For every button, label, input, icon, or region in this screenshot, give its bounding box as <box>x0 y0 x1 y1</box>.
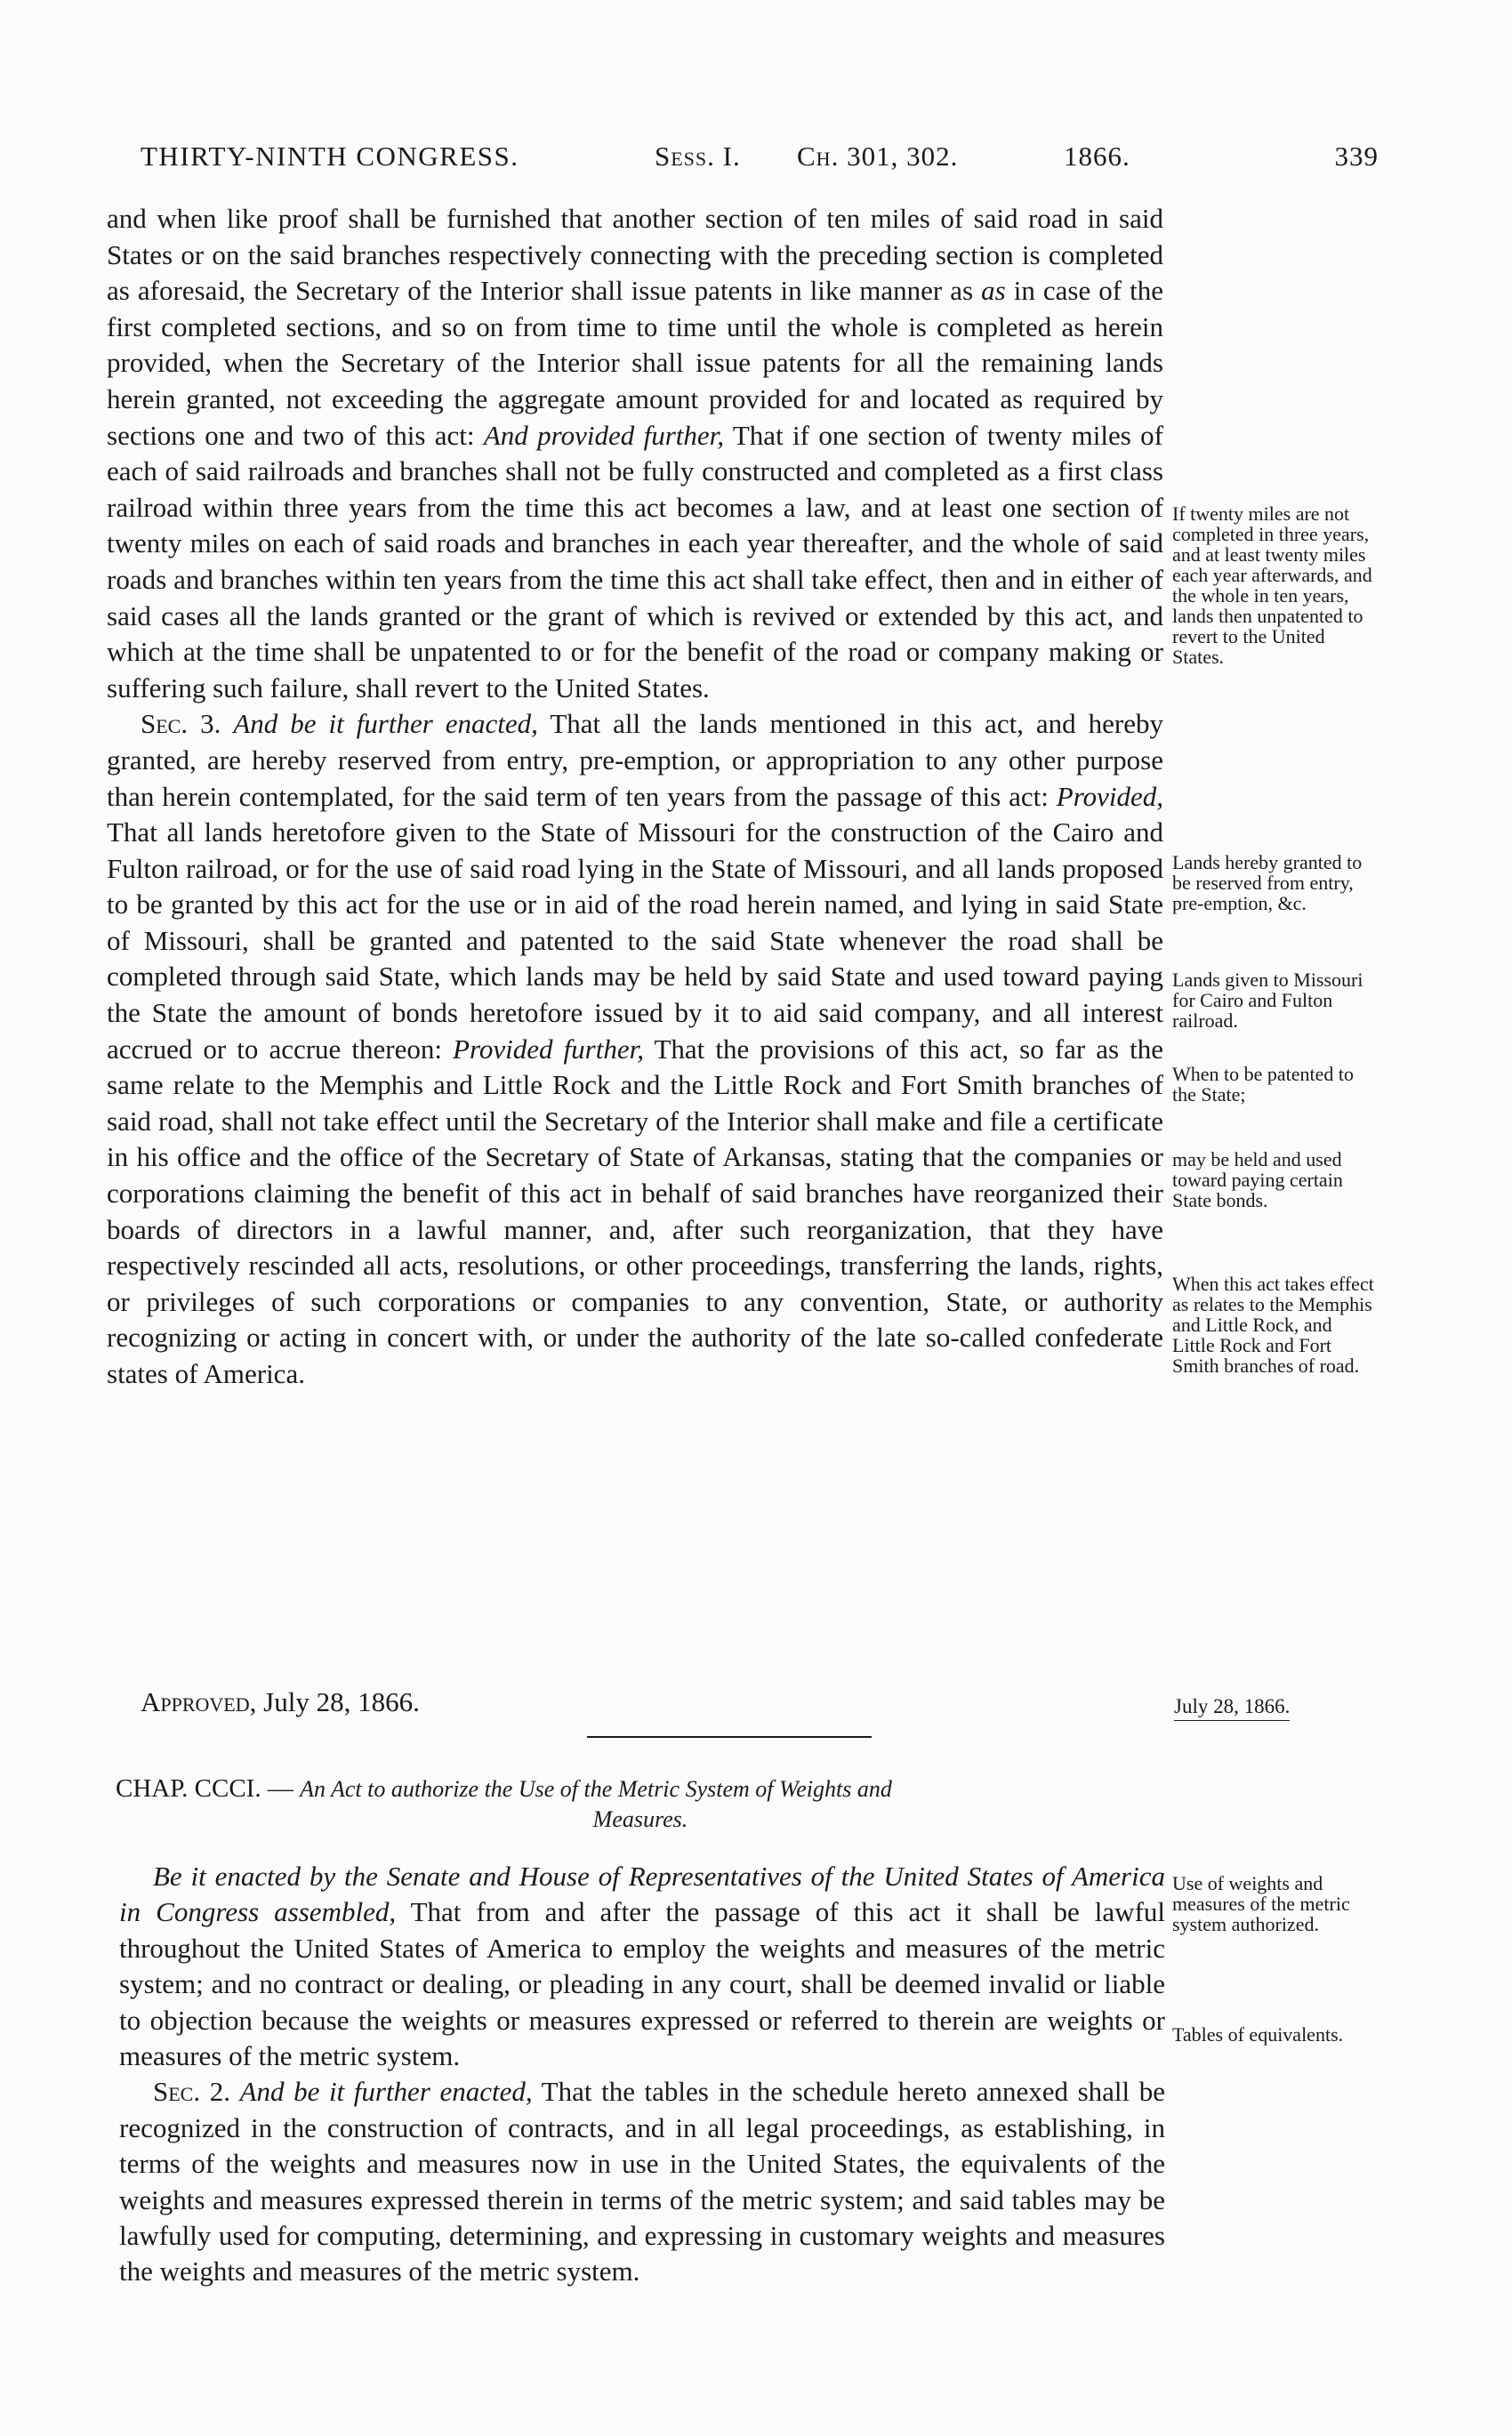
page-number: 339 <box>1334 141 1379 172</box>
chapter-number: CHAP. CCCI. — <box>116 1774 294 1803</box>
enacting-clause: Be it enacted by the Senate and House of Representatives of the United States of America in Congress assembled, <box>119 1861 1165 1928</box>
chapter-label: Ch. 301, 302. <box>797 141 959 172</box>
enacting-phrase: And be it further enacted, <box>233 708 538 740</box>
text-run: That all the lands mentioned in this act, and hereby granted, are hereby reserved from entry, pre-emption, or appropriation to any other purpose than herein contemplated, for the said term of ten years from the passage of this act: <box>107 708 1163 812</box>
margin-note-reversion: If twenty miles are not completed in three years, and at least twenty miles each year afterwards, and the whole in ten years, lands then unpatented to revert to the United States. <box>1172 502 1372 668</box>
congress-title: THIRTY-NINTH CONGRESS. <box>141 141 519 172</box>
margin-note-metric: Use of weights and measures of the metric system authorized. <box>1172 1872 1350 1935</box>
approved-date: July 28, 1866. <box>263 1686 420 1717</box>
statute-text <box>107 201 1163 1393</box>
section-2 <box>119 2074 1165 2289</box>
text-run: That all lands heretofore given to the State of Missouri for the construction of the Cairo and Fulton railroad, or for the use of said road lying in the State of Missouri, and all lands proposed to be granted by this act for the use or in aid of the road herein named, and lying in said State of Missouri, shall be granted and patented to the said State whenever the road shall be completed through said State, which lands may be held by said State and used toward paying the State the amount of bonds heretofore issued by it to aid said company, and all interest accrued or to accrue thereon: <box>107 816 1163 1065</box>
text-run: That the tables in the schedule hereto annexed shall be recognized in the construction of contracts, and in all legal proceedings, as establishing, in terms of the weights and measures now in use in the United States, the equivalents of the weights and measures expressed therein in terms of the metric system; and said tables may be lawfully used for computing, determining, and expressing in customary weights and measures the weights and measures of the metric system. <box>119 2076 1166 2287</box>
text-run: That from and after the passage of this act it shall be lawful throughout the United States of America to employ the weights and measures of the metric system; and no contract or dealing, or pleading in any court, shall be deemed invalid or liable to objection because the weights or measures expressed or referred to therein are weights or measures of the metric system. <box>119 1896 1165 2072</box>
text-run: in case of the first completed sections, and so on from time to time until the whole is completed as herein provided, when the Secretary of the Interior shall issue patents for all the remaining lands herein granted, not exceeding the aggregate amount provided for and located as required by sections one and two of this act: <box>107 275 1164 451</box>
text-run: and when like proof shall be furnished that another section of ten miles of said road in said States or on the said branches respectively connecting with the preceding section is completed as aforesaid, the Secretary of the Interior shall issue patents in like manner as <box>107 203 1163 307</box>
text-run: That if one section of twenty miles of each of said railroads and branches shall not be fully constructed and completed as a first class railroad within three years from the time this act becomes a law, and at least one section of twenty miles on each of said roads and branches in each year thereafter, and the whole of said roads and branches within ten years from the time this act shall take effect, then and in either of said cases all the lands granted or the grant of which is revived or extended by this act, and which at the time shall be unpatented to or for the benefit of the road or company making or suffering such failure, shall revert to the United States. <box>107 419 1163 703</box>
margin-note-bonds: may be held and used toward paying certain State bonds. <box>1172 1148 1343 1211</box>
margin-note-branches: When this act takes effect as relates to the Memphis and Little Rock, and Little Rock and Fort Smith branches of road. <box>1172 1273 1374 1377</box>
section-1 <box>119 1859 1165 2074</box>
proviso-phrase: Provided, <box>1056 780 1163 812</box>
paragraph-continuation <box>107 201 1163 706</box>
year-label: 1866. <box>1064 141 1130 172</box>
section-3 <box>107 706 1163 1392</box>
section-label: Sec. 3. <box>141 708 221 740</box>
session-label: Sess. I. <box>655 141 741 172</box>
chapter-title: An Act to authorize the Use of the Metric System of Weights and <box>300 1776 892 1802</box>
approval-line <box>141 1686 420 1718</box>
enacting-phrase: And be it further enacted, <box>239 2076 533 2108</box>
chapter-date-note: July 28, 1866. <box>1174 1695 1290 1721</box>
proviso-phrase: Provided further, <box>453 1033 644 1065</box>
section-divider <box>587 1736 872 1738</box>
margin-note-patented: When to be patented to the State; <box>1172 1063 1355 1105</box>
section-label: Sec. 2. <box>153 2076 230 2108</box>
margin-note-tables: Tables of equivalents. <box>1172 2023 1344 2046</box>
text-run: That the provisions of this act, so far as the same relate to the Memphis and Little Rock and the Little Rock and Fort Smith branches of said road, shall not take effect until the Secretary of the Interior shall make and file a certificate in his office and the office of the Secretary of State of Arkansas, stating that the companies or corporations claiming the benefit of this act in behalf of said branches have reorganized their boards of directors in a lawful manner, and, after such reorganization, that they have respectively rescinded all acts, resolutions, or other proceedings, transferring the lands, rights, or privileges of such corporations or companies to any convention, State, or authority recognizing or acting in concert with, or under the authority of the late so-called confederate states of America. <box>107 1033 1163 1389</box>
approved-label: Approved, <box>141 1686 257 1717</box>
metric-act-text <box>119 1859 1165 2290</box>
margin-note-reserved: Lands hereby granted to be reserved from entry, pre-emption, &c. <box>1172 851 1363 914</box>
margin-note-missouri: Lands given to Missouri for Cairo and Fulton railroad. <box>1172 969 1363 1032</box>
chapter-title-line2: Measures. <box>592 1806 688 1832</box>
chapter-heading <box>116 1773 1165 1835</box>
proviso-phrase: And provided further, <box>483 419 725 451</box>
running-head <box>141 141 1379 185</box>
italic-as: as <box>981 275 1006 307</box>
